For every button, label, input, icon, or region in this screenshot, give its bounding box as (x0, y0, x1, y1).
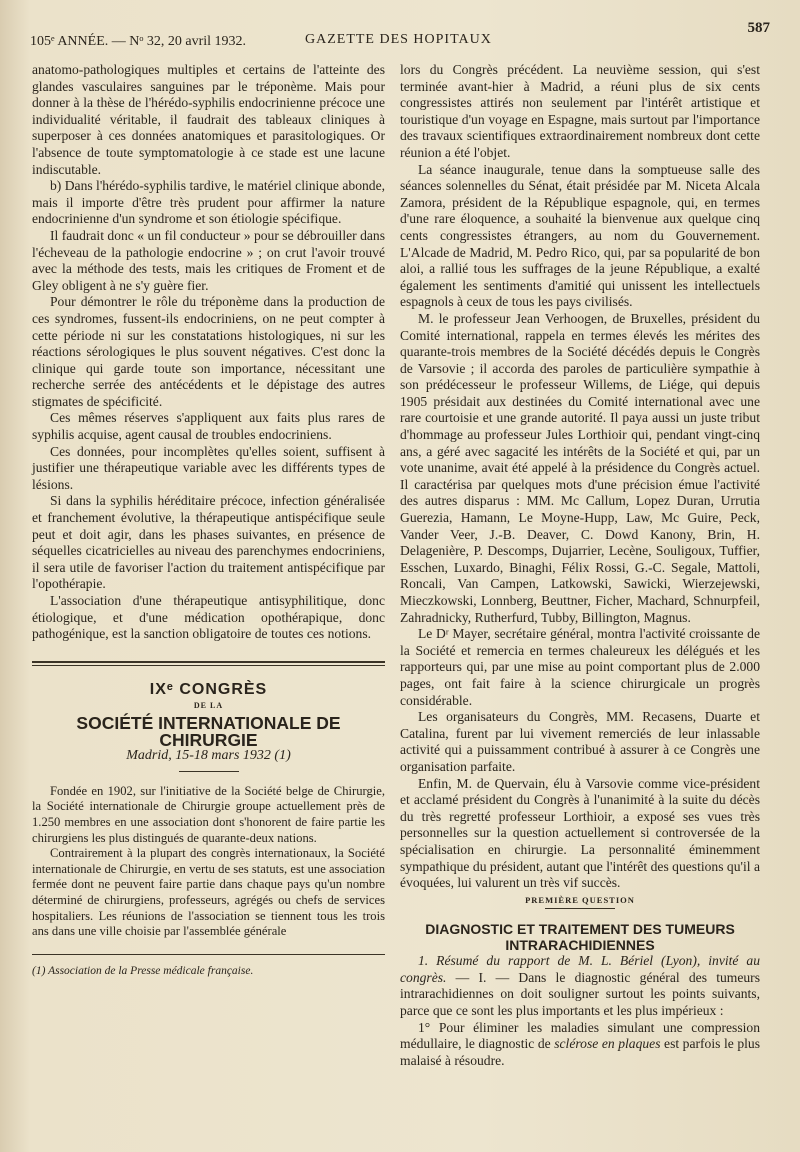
point-paragraph (400, 1020, 760, 1070)
paragraph: Le Dʳ Mayer, secrétaire général, montra l'activité croissante de la Société et remercia en termes chaleureux les délégués et les rapporteurs qui, par une mise au point comportant plus de 2.000 pages, ont fait faire à la science chirurgicale un progrès considérable. (400, 626, 760, 708)
congres-date: Madrid, 15-18 mars 1932 (1) (126, 748, 291, 764)
left-column (32, 62, 385, 979)
congres-title: IXᵉ CONGRÈS (149, 680, 268, 698)
paragraph: M. le professeur Jean Verhoogen, de Bruxelles, président du Comité international, rappela en termes élevés les mérites des quarante-trois membres de la Société décédés depuis le Congrès de Varsovie ; il accorda des paroles de particulière sympathie à son prédécesseur le professeur Willems, de Liége, qui depuis 1905 présidait aux destinées du Comité international avec une rare courtoisie et une grande autorité. Il paya aussi un juste tribut d'hommage au professeur Jules Lorthioir qui, pendant vingt-cinq ans, a géré avec sagacité les intérêts de la Société et qui, par un vote unanime, avait été appelé à la présidence du Congrès actuel. Il caractérisa par quelques mots d'une précision émue l'activité des autres disparus : MM. Mc Callum, Lopez Duran, Urrutia Guerezia, Hamann, Le Moyne-Hupp, Law, Mc Guire, Peck, Vander Veer, J.-B. Deaver, C. Dowd Kanony, Brin, H. Delagenière, P. Descomps, Dujarrier, Lecène, Souligoux, Tuffier, Esschen, Luxardo, Binaghi, Félix Rossi, G.-C. Segale, Mattoli, Roncali, Van Campen, Latkowski, Sawicki, Wierzejewski, Mieczkowski, Lonnberg, Beuttner, Ficher, Machard, Schnurpfeil, Zahradnicky, Rutherfurd, Tubby, Billington, Magnus. (400, 310, 760, 625)
society-name: SOCIÉTÉ INTERNATIONALE DE CHIRURGIE (76, 712, 341, 750)
paragraph: Fondée en 1902, sur l'initiative de la Société belge de Chirurgie, la Société internationale de Chirurgie groupe actuellement près de 1.250 membres en une association dont s'honorent de faire partie les chirurgiens les plus distingués de quarante-deux nations. (32, 783, 385, 845)
rapport-intro: 1. Résumé du rapport de M. L. Bériel (Lyon), invité au congrès. (400, 953, 760, 985)
issue-info: 105ᵉ ANNÉE. — Nᵒ 32, 20 avril 1932. (30, 34, 247, 49)
paragraph: Pour démontrer le rôle du tréponème dans la production de ces syndromes, fussent-ils endocriniens, on ne peut compter à cette période ni sur les constatations histologiques, ni sur les réactions sérologiques le plus souvent négatives. C'est donc la clinique qui garde toute son importance, nécessitant une recherche serrée des antécédents et le dépistage des autres stigmates de spécificité. (32, 294, 385, 409)
section-title: DIAGNOSTIC ET TRAITEMENT DES TUMEURS INTRARACHIDIENNES (425, 921, 735, 954)
paragraph: lors du Congrès précédent. La neuvième session, qui s'est terminée avant-hier à Madrid, a réuni plus de six cents congressistes attirés non seulement par l'intérêt artistique et touristique d'un voyage en Espagne, mais surtout par l'importance des travaux scientifiques extraordinairement nombreux dont cette réunion a été l'objet. (400, 62, 760, 160)
paragraph: La séance inaugurale, tenue dans la somptueuse salle des séances solennelles du Sénat, était présidée par M. Niceta Alcala Zamora, président de la République espagnole, qui, en termes d'une rare éloquence, a souhaité la bienvenue aux quelque cinq cents congressistes étrangers, au nom du Gouvernement. L'Alcade de Madrid, M. Pedro Rico, qui, par sa popularité de bon aloi, a rallié tous les suffrages de la jeune République, a exalté également les sentiments d'amitié qui unissent les intellectuels espagnols à ceux de tous les pays civilisés. (400, 161, 760, 310)
section-label: PREMIÈRE QUESTION (525, 894, 635, 905)
rapport-body: — I. — Dans le diagnostic général des tumeurs intrarachidiennes on doit souligner surtout les points suivants, parce que ce sont les plus importants et les plus impérieux : (400, 969, 760, 1019)
right-column (400, 62, 760, 1069)
page-header (30, 14, 770, 49)
point1-emphasis: sclérose en plaques (554, 1036, 661, 1052)
section-short-rule (545, 908, 615, 909)
paragraph: Si dans la syphilis héréditaire précoce, infection généralisée et franchement évolutive, la thérapeutique antispécifique seule peut et doit agir, dans les phases suivantes, en présence de séquelles cicatricielles au niveau des parenchymes endocriniens, il sera utile de favoriser l'action du traitement antispécifique par l'opothérapie. (32, 493, 385, 592)
rapport-paragraph (400, 953, 760, 1019)
paragraph: Ces mêmes réserves s'appliquent aux faits plus rares de syphilis acquise, agent causal de troubles endocriniens. (32, 410, 385, 443)
paragraph: Enfin, M. de Quervain, élu à Varsovie comme vice-président et acclamé président du Congrès à l'unanimité à la suite du décès du très regretté professeur Lorthioir, a exposé ses vues très personnelles sur la question actuellement si controversée de la spécialisation en chirurgie. La personnalité éminemment sympathique du président, autant que l'intérêt des questions qu'il a évoquées, lui valurent un très vif succès. (400, 775, 760, 891)
footnote-divider (32, 954, 385, 955)
short-divider (179, 771, 239, 772)
paragraph: Les organisateurs du Congrès, MM. Recasens, Duarte et Catalina, furent par lui vivement remerciés de leur inlassable activité qui a puissamment contribué à assurer à ce Congrès une organisation parfaite. (400, 709, 760, 774)
congres-article (32, 784, 385, 940)
page-number: 587 (747, 20, 770, 36)
point1-end: est parfois le plus malaisé à résoudre. (400, 1036, 760, 1068)
paragraph: anatomo-pathologiques multiples et certains de l'atteinte des glandes vasculaires sanguines par le tréponème. Mais pour donner à la thèse de l'hérédo-syphilis endocrinienne précoce une individualité véritable, il faudrait des tableaux cliniques à superposer à ces données anatomiques et parasitologiques. Or l'absence de toute symptomatologie à ce stade est une lacune indiscutable. (32, 62, 385, 177)
journal-title: GAZETTE DES HOPITAUX (305, 32, 492, 47)
point1-start: 1° Pour éliminer les maladies simulant une compression médullaire, le diagnostic de (400, 1019, 760, 1052)
paragraph: L'association d'une thérapeutique antisyphilitique, donc étiologique, et d'une médication opothérapique, donc pathogénique, est la sanction obligatoire de toutes ces notions. (32, 593, 385, 642)
paragraph: Ces données, pour incomplètes qu'elles soient, suffisent à justifier une thérapeutique variable avec les différents types de lésions. (32, 443, 385, 492)
footnote: (1) Association de la Presse médicale française. (32, 964, 254, 977)
paragraph: Il faudrait donc « un fil conducteur » pour se débrouiller dans l'écheveau de la pathologie endocrine » ; on crut l'avoir trouvé avec la méthode des tests, mais les critiques de Froment et de Gley obligent à ne s'y guère fier. (32, 227, 385, 293)
section-divider (32, 661, 385, 666)
congres-de-la: DE LA (193, 701, 224, 711)
paragraph: b) Dans l'hérédo-syphilis tardive, le matériel clinique abonde, mais il importe d'être très prudent pour affirmer la nature endocrinienne d'un syndrome et son étiologie spécifique. (32, 178, 386, 227)
paragraph: Contrairement à la plupart des congrès internationaux, la Société internationale de Chirurgie, en vertu de ses statuts, est une association fermée dont ne peuvent faire partie dans chaque pays qu'un nombre déterminé de chirurgiens, professeurs, agrégés ou chefs de services hospitaliers. Les réunions de l'association se tiennent tous les trois ans dans une ville choisie par l'assemblée générale (32, 846, 385, 939)
